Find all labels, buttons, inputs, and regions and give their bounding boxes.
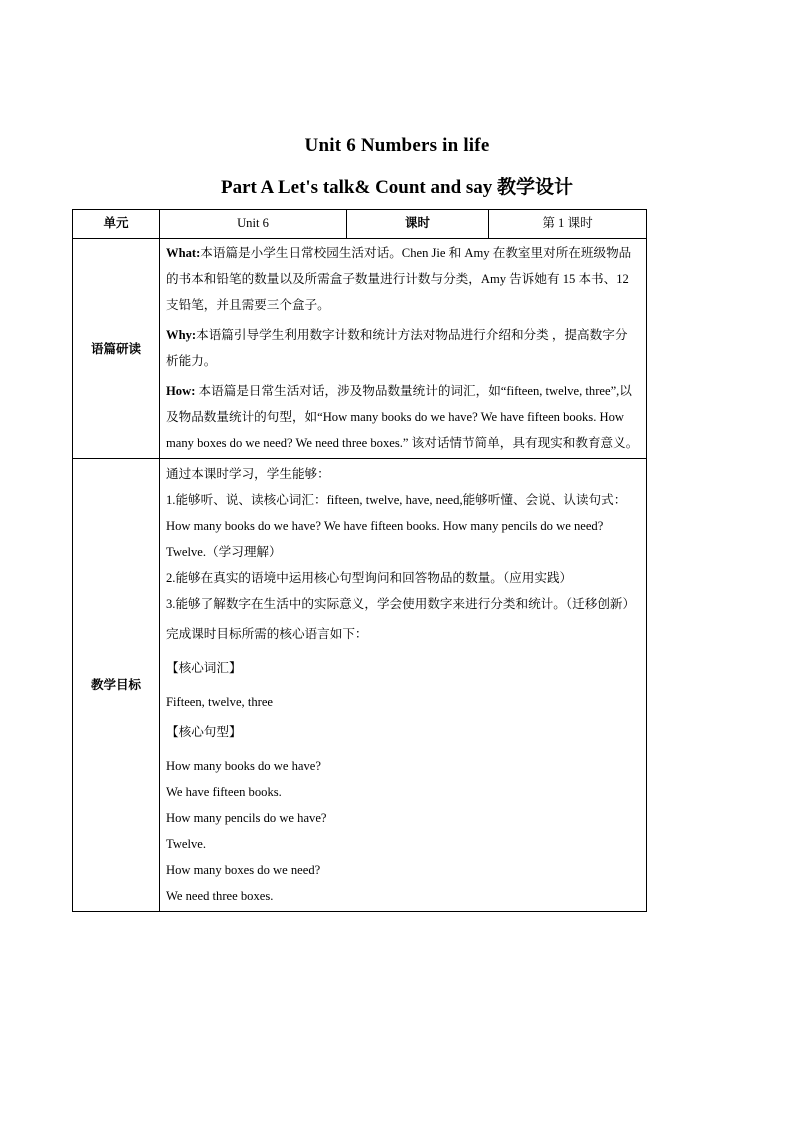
sentence-item: How many pencils do we have? xyxy=(166,811,327,825)
how-label: How: xyxy=(166,384,196,398)
sentence-heading: 【核心句型】 xyxy=(166,725,242,739)
objective-item: 1.能够听、说、读核心词汇：fifteen, twelve, have, need,能够听懂、会说、认读句式：How many books do we have? We have fifteen books. How many pencils do we need? Twelve.（学习理解） xyxy=(166,493,627,559)
objective-item: 3.能够了解数字在生活中的实际意义，学会使用数字来进行分类和统计。（迁移创新） xyxy=(166,597,636,611)
objective-item: 2.能够在真实的语境中运用核心句型询问和回答物品的数量。（应用实践） xyxy=(166,571,573,585)
text-study-content xyxy=(160,239,647,459)
what-text: 本语篇是小学生日常校园生活对话。Chen Jie 和 Amy 在教室里对所在班级物品的书本和铅笔的数量以及所需盒子数量进行计数与分类，Amy 告诉她有 15 本书、12 支铅笔，并且需要三个盒子。 xyxy=(166,246,632,312)
objectives-content xyxy=(160,459,647,912)
core-language-intro: 完成课时目标所需的核心语言如下： xyxy=(166,627,368,641)
period-label: 课时 xyxy=(347,210,489,239)
sentence-item: We have fifteen books. xyxy=(166,785,282,799)
period-value: 第 1 课时 xyxy=(489,210,647,239)
how-paragraph xyxy=(166,378,640,456)
lesson-plan-table xyxy=(72,209,647,912)
how-text: 本语篇是日常生活对话，涉及物品数量统计的词汇，如“fifteen, twelve, three”,以及物品数量统计的句型，如“How many books do we have? We have fifteen books. How many boxes do we need? We need three boxes.” 该对话情节简单，具有现实和教育意义。 xyxy=(166,384,639,450)
document-title: Unit 6 Numbers in life xyxy=(304,135,490,156)
objectives-intro: 通过本课时学习，学生能够： xyxy=(166,467,330,481)
sentence-item: Twelve. xyxy=(166,837,207,851)
why-paragraph xyxy=(166,322,640,374)
what-paragraph xyxy=(166,240,640,318)
text-study-label: 语篇研读 xyxy=(73,239,160,459)
sentence-item: We need three boxes. xyxy=(166,889,274,903)
vocab-list: Fifteen, twelve, three xyxy=(166,695,274,709)
text-study-row xyxy=(73,239,647,459)
document-subtitle: Part A Let's talk& Count and say 教学设计 xyxy=(220,177,574,198)
what-label: What: xyxy=(166,246,201,260)
why-label: Why: xyxy=(166,328,197,342)
sentence-item: How many books do we have? xyxy=(166,759,321,773)
why-text: 本语篇引导学生利用数字计数和统计方法对物品进行介绍和分类 ，提高数字分析能力。 xyxy=(166,328,628,368)
objectives-label: 教学目标 xyxy=(73,459,160,912)
unit-label: 单元 xyxy=(73,210,160,239)
unit-value: Unit 6 xyxy=(160,210,347,239)
objectives-row xyxy=(73,459,647,912)
header-row xyxy=(73,210,647,239)
sentence-item: How many boxes do we need? xyxy=(166,863,321,877)
vocab-heading: 【核心词汇】 xyxy=(166,661,242,675)
